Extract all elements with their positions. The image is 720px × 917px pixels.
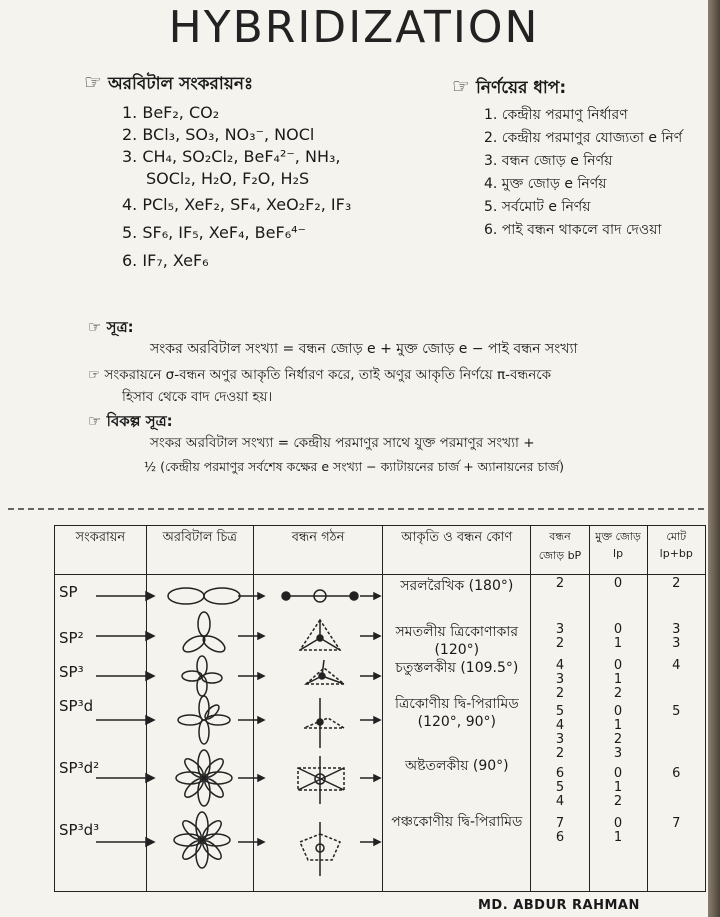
tetrahedral-bond-icon [306,660,344,684]
page-title: HYBRIDIZATION [168,2,540,53]
trigonal-bipyramid-bond-icon [304,698,344,748]
list-item: 2. কেন্দ্রীয় পরমাণুর যোজ্যতা e নির্ণ [484,130,683,146]
sp3-orbital-icon [182,656,222,696]
list-item: 2. BCl₃, SO₃, NO₃⁻, NOCl [122,125,315,144]
lp-value: 0 1 2 3 [613,704,623,761]
formula-label: ☞ সূত্র: [88,318,134,336]
alt-formula-line2: ½ (কেন্দ্রীয় পরমাণুর সর্বশেষ কক্ষের e সংখ্যা − ক্যাটায়নের চার্জ + অ্যানায়নের চার্জ) [144,459,564,474]
arrow-icon [360,593,380,845]
trigonal-bond-icon [300,620,340,650]
total-cell [647,575,705,892]
steps-list [484,104,682,242]
sp3d3-orbital-icon [174,812,230,868]
sp-orbital-icon [168,588,240,604]
list-item: 6. IF₇, XeF₆ [122,251,209,270]
lp-value: 0 1 2 [613,658,623,701]
col-bp: বন্ধন জোড় bP [531,526,589,575]
list-item: 1. কেন্দ্রীয় পরমাণু নির্ধারণ [484,107,628,123]
octahedral-bond-icon [298,756,344,804]
col-lp: মুক্ত জোড় lp [589,526,647,575]
total-value: 5 [672,704,681,719]
list-item: 3. বন্ধন জোড় e নির্ণয় [484,153,613,169]
hyb-label: SP [59,583,78,601]
shape-label: পঞ্চকোণীয় দ্বি-পিরামিড [391,814,523,830]
table-header-row [55,526,706,575]
bp-value: 6 5 4 [555,766,565,809]
hyb-label: SP³d² [59,759,100,777]
arrow-icon [238,593,264,845]
hyb-label: SP³ [59,663,84,681]
list-item: 4. PCl₅, XeF₂, SF₄, XeO₂F₂, IF₃ [122,195,352,214]
divider [8,508,704,510]
alt-formula-label: ☞ বিকল্প সূত্র: [88,412,173,430]
right-heading-text: নির্ণয়ের ধাপ: [475,78,567,98]
list-item: 5. সর্বমোট e নির্ণয় [484,199,591,215]
list-item: 4. মুক্ত জোড় e নির্ণয় [484,176,607,192]
pointer-icon: ☞ [88,367,105,383]
list-item: 1. BeF₂, CO₂ [122,103,220,122]
hyb-label: SP³d³ [59,821,100,839]
list-item: 6. পাই বন্ধন থাকলে বাদ দেওয়া [484,222,662,238]
page-edge [708,0,720,917]
lp-value: 0 1 [613,816,623,845]
pentagonal-bipyramid-bond-icon [300,822,340,876]
col-total: মোট lp+bp [647,526,705,575]
shape-cell [383,575,531,892]
bp-value: 4 3 2 [555,658,565,701]
compound-list [122,102,351,272]
pointer-icon: ☞ [88,318,107,336]
sp3d-orbital-icon [178,696,230,744]
sigma-note: ☞ সংকরায়নে σ-বন্ধন অণুর আকৃতি নির্ধারণ করে, তাই অণুর আকৃতি নির্ণয়ে π-বন্ধনকে [88,367,552,383]
orbital-bond-drawings [54,572,384,890]
arrow-icon [96,592,154,846]
total-value: 3 3 [672,622,681,651]
formula-text: সংকর অরবিটাল সংখ্যা = বন্ধন জোড় e + মুক্ত জোড় e − পাই বন্ধন সংখ্যা [150,341,578,357]
list-item: 3. CH₄, SO₂Cl₂, BeF₄²⁻, NH₃, [122,147,341,166]
lp-value: 0 1 [613,622,623,651]
hyb-label: SP³d [59,697,94,715]
shape-label: ত্রিকোণীয় দ্বি-পিরামিড (120°, 90°) [394,696,519,730]
author-signature: MD. ABDUR RAHMAN [478,898,640,913]
list-item: SOCl₂, H₂O, F₂O, H₂S [146,169,310,188]
col-bond: বন্ধন গঠন [253,526,382,575]
bp-cell [531,575,589,892]
left-heading-text: অরবিটাল সংকরায়নঃ [107,74,254,94]
lp-cell [589,575,647,892]
bp-value: 2 [555,576,565,591]
left-heading [84,70,253,99]
pointing-hand-icon: ☞ [452,74,470,98]
list-item: 5. SF₆, IF₅, XeF₄, BeF₆⁴⁻ [122,223,306,242]
sp3d2-orbital-icon [176,750,232,806]
pointing-hand-icon: ☞ [84,70,102,94]
shape-label: অষ্টতলকীয় (90°) [404,758,509,774]
sigma-note-cont: হিসাব থেকে বাদ দেওয়া হয়। [122,389,273,405]
total-value: 6 [672,766,681,781]
shape-label: সরলরৈখিক (180°) [400,578,514,594]
bp-value: 7 6 [555,816,565,845]
sp2-orbital-icon [181,612,228,655]
bp-value: 3 2 [555,622,565,651]
right-heading [452,74,566,103]
total-value: 4 [672,658,681,673]
total-value: 2 [672,576,681,591]
linear-bond-icon [282,590,358,602]
lp-value: 0 [613,576,623,591]
bp-value: 5 4 3 2 [555,704,565,761]
alt-formula-line1: সংকর অরবিটাল সংখ্যা = কেন্দ্রীয় পরমাণুর সাথে যুক্ত পরমাণুর সংখ্যা + [150,435,535,451]
col-shape: আকৃতি ও বন্ধন কোণ [383,526,531,575]
hyb-label: SP² [59,629,84,647]
total-value: 7 [672,816,681,831]
col-hybridization: সংকরায়ন [55,526,147,575]
shape-label: সমতলীয় ত্রিকোণাকার (120°) [395,624,519,658]
shape-label: চতুস্তলকীয় (109.5°) [395,660,519,676]
lp-value: 0 1 2 [613,766,623,809]
pointer-icon: ☞ [88,412,107,430]
col-orbital: অরবিটাল চিত্র [146,526,253,575]
